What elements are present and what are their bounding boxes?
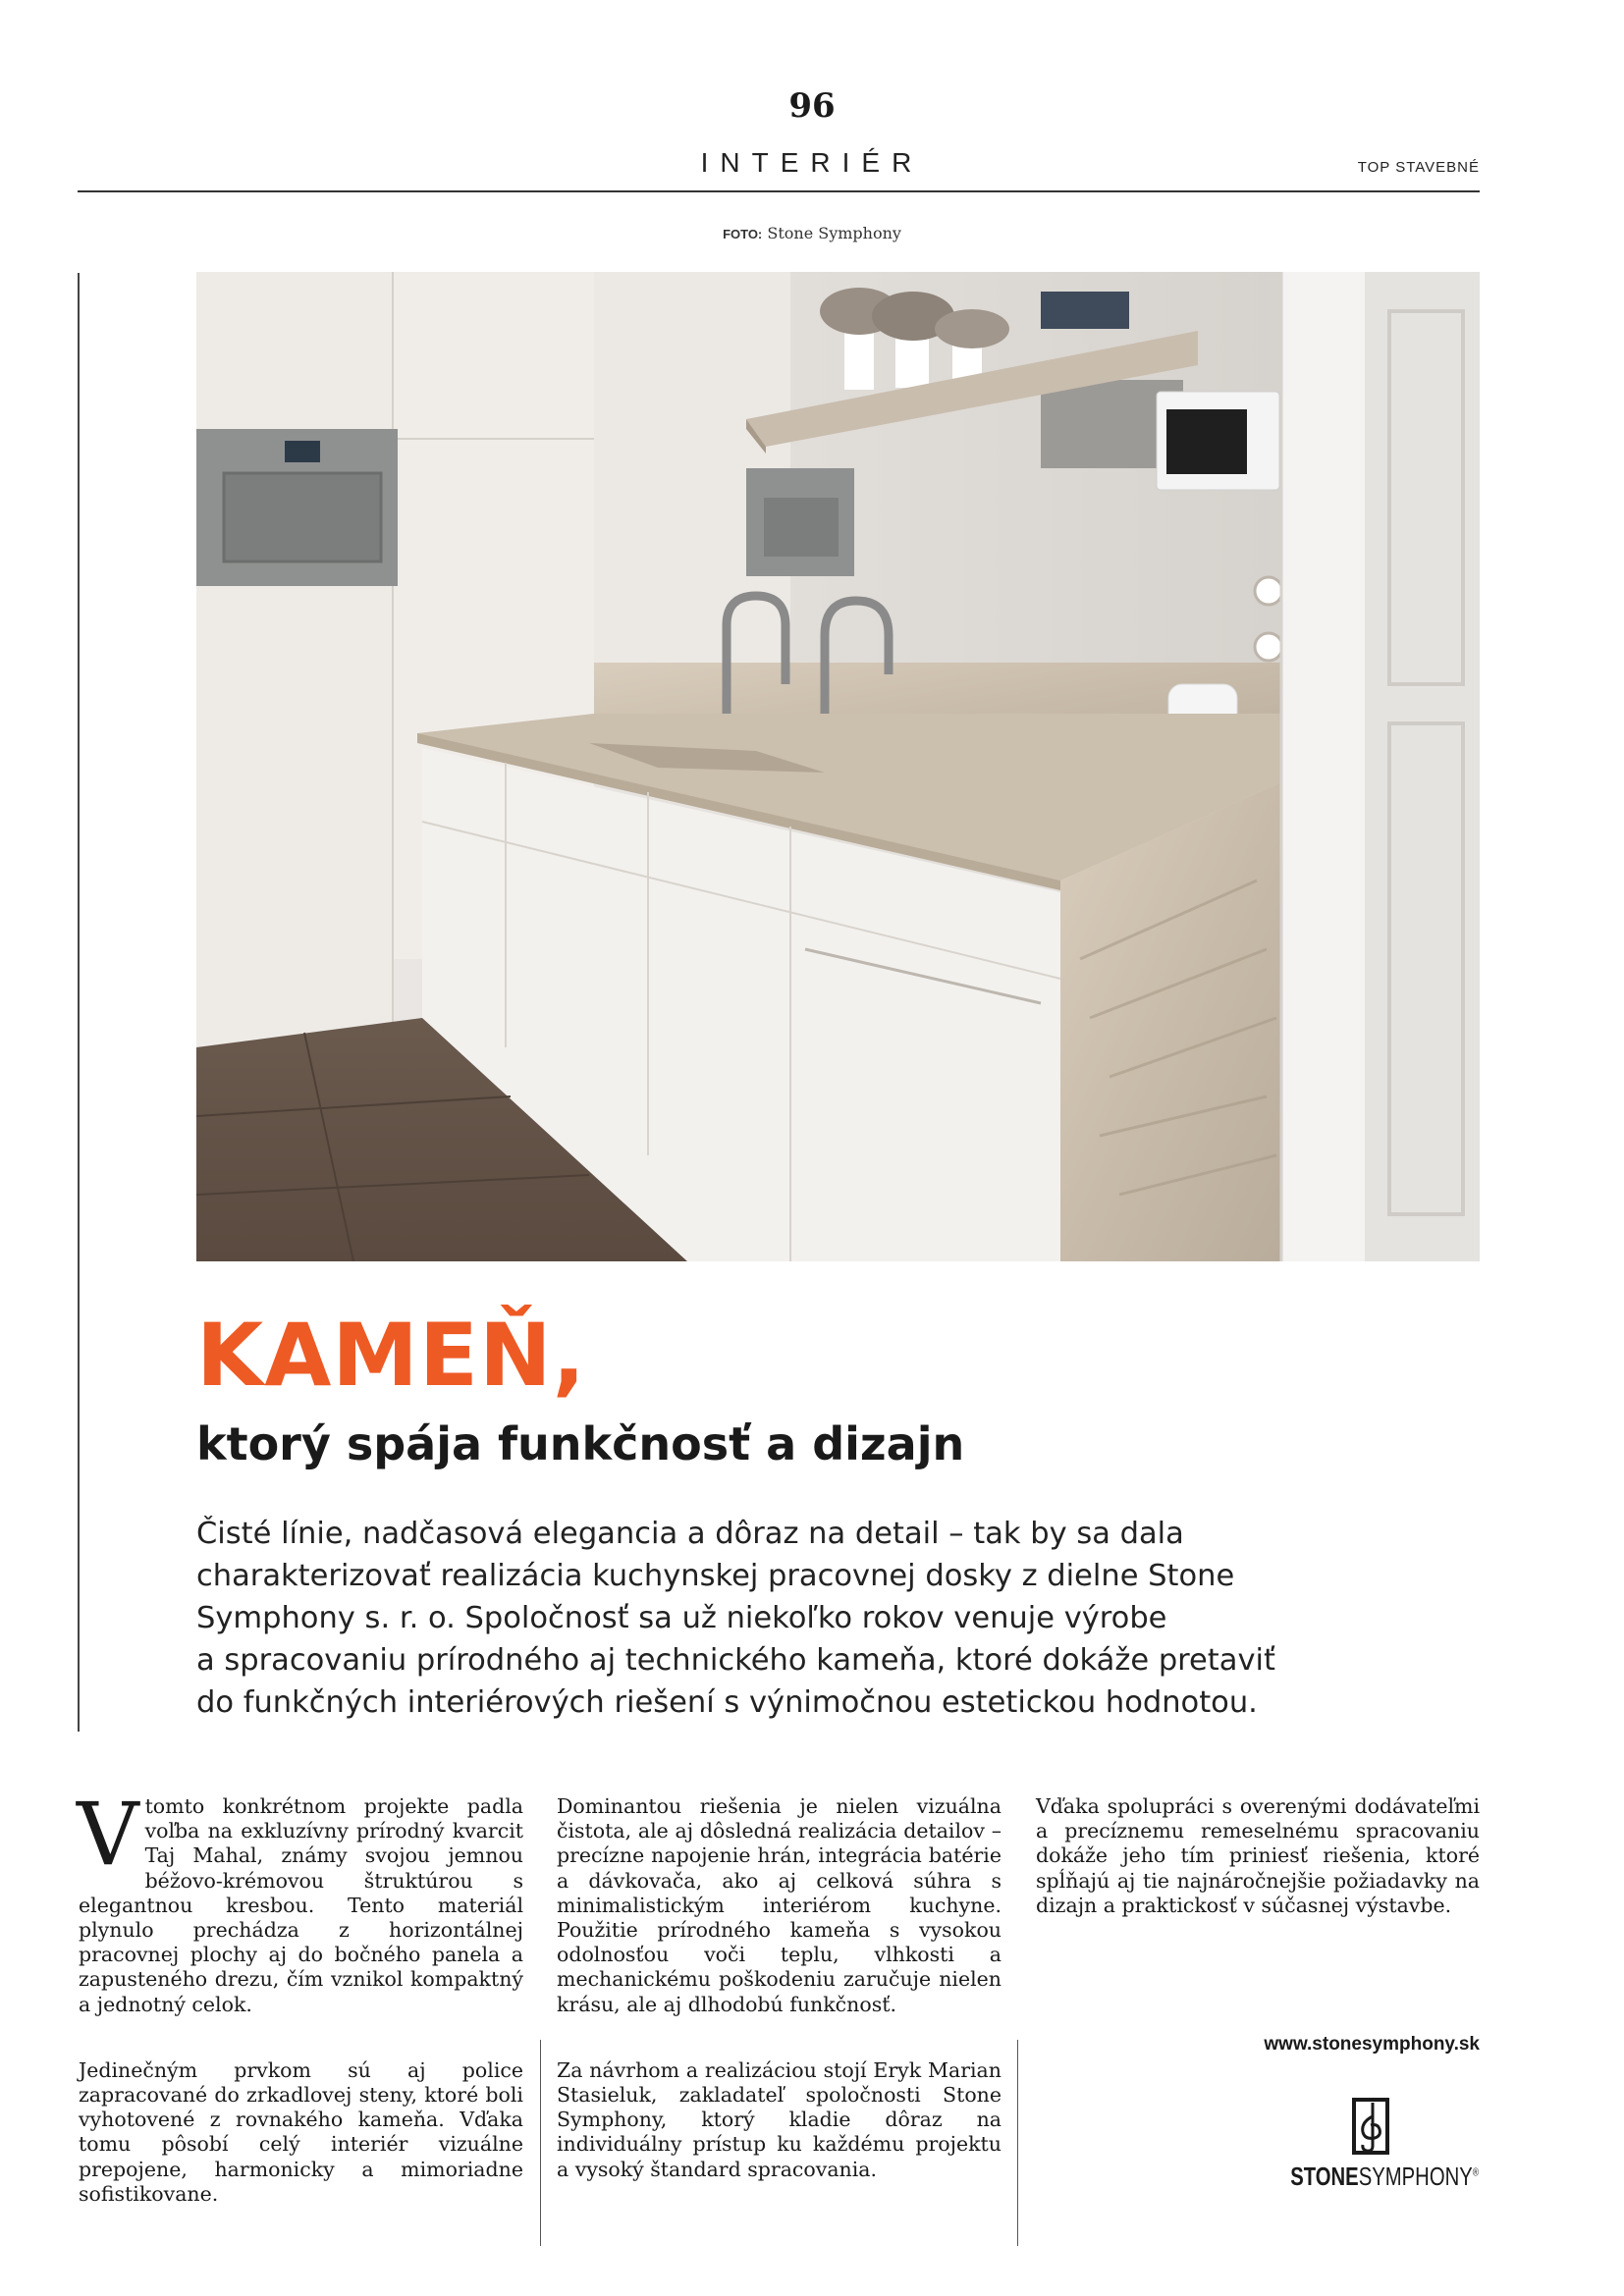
article-headline: KAMEŇ,: [196, 1305, 587, 1406]
magazine-name: TOP STAVEBNÉ: [1357, 159, 1480, 176]
registered-mark: ®: [1472, 2166, 1480, 2179]
website-link[interactable]: www.stonesymphony.sk: [1264, 2034, 1480, 2055]
article-subheadline: ktorý spája funkčnosť a dizajn: [196, 1417, 965, 1470]
body-paragraph: Za návrhom a realizáciou stojí Eryk Marian Stasieluk, zakladateľ spoločnosti Stone Symphony, ktorý kladie dôraz na individuálny prístup ku každému projektu a vysoký štandard spracovania.: [557, 2057, 1001, 2181]
logo-wordmark: [1290, 2162, 1480, 2192]
body-paragraph: [77, 1784, 523, 2017]
stone-symphony-logo: [1267, 2097, 1483, 2205]
section-title: INTERIÉR: [700, 147, 924, 178]
lead-line: a spracovaniu prírodného aj technického kameňa, ktoré dokáže pretaviť: [196, 1643, 1275, 1678]
article-lead: [196, 1513, 1434, 1724]
body-paragraph: Vďaka spolupráci s overenými dodávateľmi a precíznemu remeselnému spracovaniu dokáže jeho tím priniesť riešenia, ktoré spĺňajú aj tie najnáročnejšie požiadavky na dizajn a praktickosť v súčasnej výstavbe.: [1036, 1794, 1480, 1917]
photo-credit: [0, 224, 1624, 242]
article-column-2: [557, 1794, 1001, 2182]
lead-line: charakterizovať realizácia kuchynskej pracovnej dosky z dielne Stone: [196, 1559, 1235, 1593]
logo-part-stone: STONE: [1290, 2162, 1359, 2191]
lead-line: do funkčných interiérových riešení s výnimočnou estetickou hodnotou.: [196, 1685, 1258, 1720]
treble-clef-icon: [1351, 2097, 1390, 2156]
lead-line: Čisté línie, nadčasová elegancia a dôraz na detail – tak by sa dala: [196, 1517, 1184, 1551]
column-rule: [540, 2040, 541, 2246]
drop-cap: V: [77, 1784, 139, 1885]
paragraph-text: tomto konkrétnom projekte padla voľba na exkluzívny prírodný kvarcit Taj Mahal, známy svojou jemnou béžovo-krémovou štruktúrou s elegantnou kresbou. Tento materiál plynulo prechádza z horizontálnej pracovnej plochy aj do bočného panela a zapusteného drezu, čím vznikol kompaktný a jednotný celok.: [79, 1794, 523, 2016]
left-margin-rule: [78, 273, 80, 1732]
kitchen-photo: [196, 272, 1480, 1261]
photo-credit-value: Stone Symphony: [767, 224, 901, 242]
lead-line: Symphony s. r. o. Spoločnosť sa už niekoľko rokov venuje výrobe: [196, 1601, 1167, 1635]
body-paragraph: Jedinečným prvkom sú aj police zapracované do zrkadlovej steny, ktoré boli vyhotovené z rovnakého kameňa. Vďaka tomu pôsobí celý interiér vizuálne prepojene, harmonicky a mimoriadne sofistikovane.: [79, 2057, 523, 2206]
column-rule: [1017, 2040, 1018, 2246]
page-number: 96: [788, 86, 836, 126]
logo-part-symphony: SYMPHONY: [1358, 2162, 1473, 2191]
header-rule: [78, 190, 1480, 192]
body-paragraph: Dominantou riešenia je nielen vizuálna čistota, ale aj dôsledná realizácia detailov – precízne napojenie hrán, integrácia batérie a dávkovača, ako aj celková súhra s minimalistickým interiérom kuchyne. Použitie prírodného kameňa s vysokou odolnosťou voči teplu, vlhkosti a mechanickému poškodeniu zaručuje nielen krásu, ale aj dlhodobú funkčnosť.: [557, 1794, 1001, 2016]
article-column-1: [77, 1784, 523, 2207]
photo-credit-label: FOTO:: [723, 227, 763, 241]
article-column-3: [1036, 1794, 1480, 1918]
